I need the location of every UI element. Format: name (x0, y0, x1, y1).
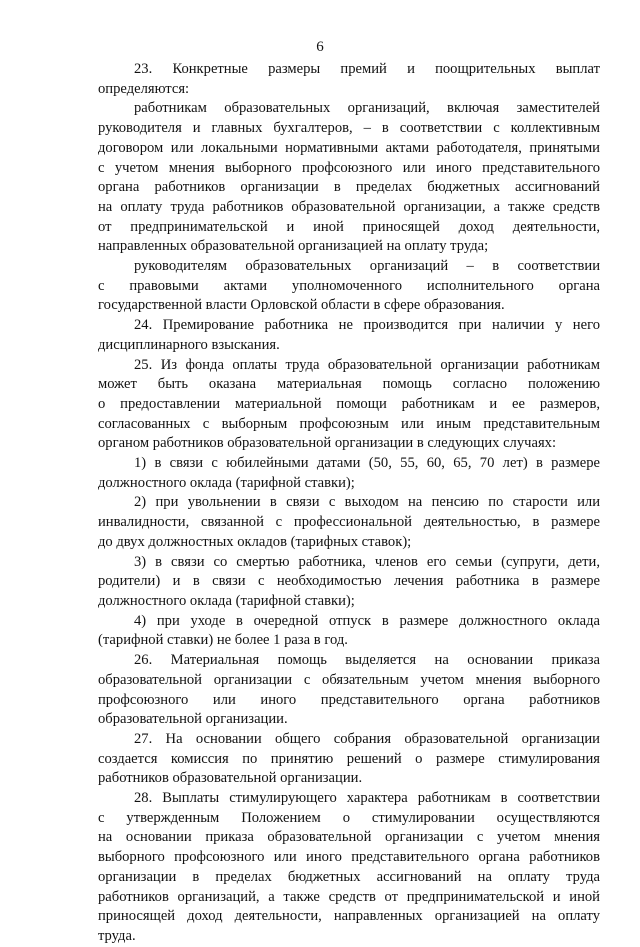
page-number: 6 (316, 39, 324, 55)
text-line: 3) в связи со смертью работника, членов его семьи (супруги, дети, (134, 553, 600, 570)
text-line: о предоставлении материальной помощи работникам и ее размеров, (98, 395, 600, 412)
text-line: родители) и в связи с необходимостью лечения работника в размере (98, 573, 600, 590)
text-line: выборного профсоюзного или иного представительного органа работников (98, 849, 600, 866)
text-line: от предпринимательской и иной приносящей доход деятельности, (98, 218, 600, 235)
text-line: 25. Из фонда оплаты труда образовательной организации работникам (134, 356, 600, 373)
text-line: образовательной организации. (98, 711, 288, 728)
text-line: 26. Материальная помощь выделяется на основании приказа (134, 652, 600, 669)
text-line: органа работников организации в пределах бюджетных ассигнований (98, 179, 600, 196)
text-line: 27. На основании общего собрания образовательной организации (134, 730, 600, 747)
text-line: работникам образовательных организаций, включая заместителей (134, 100, 600, 117)
text-line: создается комиссия по принятию решений о размере стимулирования (98, 750, 600, 767)
text-line: (тарифной ставки) не более 1 раза в год. (98, 632, 348, 649)
text-line: может быть оказана материальная помощь согласно положению (98, 376, 600, 393)
text-line: дисциплинарного взыскания. (98, 336, 280, 353)
text-line: руководителя и главных бухгалтеров, – в соответствии с коллективным (98, 120, 600, 137)
text-line: 28. Выплаты стимулирующего характера работникам в соответствии (134, 790, 600, 807)
text-line: профсоюзного или иного представительного органа работников (98, 691, 600, 708)
text-line: организации в пределах бюджетных ассигнований на оплату труда (98, 868, 600, 885)
text-line: с правовыми актами уполномоченного исполнительного органа (98, 277, 600, 294)
text-line: определяются: (98, 80, 190, 97)
text-line: должностного оклада (тарифной ставки); (98, 592, 355, 609)
text-line: на оплату труда работников образовательной организации, а также средств (98, 198, 600, 215)
text-line: инвалидности, связанной с профессиональной деятельностью, в размере (98, 514, 600, 531)
text-line: органом работников образовательной организации в следующих случаях: (98, 435, 557, 452)
text-line: 2) при увольнении в связи с выходом на пенсию по старости или (134, 494, 600, 511)
text-line: с учетом мнения выборного профсоюзного или иного представительного (98, 159, 600, 176)
text-line: договором или локальными нормативными актами работодателя, принятыми (98, 139, 600, 156)
text-line: должностного оклада (тарифной ставки); (98, 474, 355, 491)
text-line: государственной власти Орловской области в сфере образования. (98, 297, 505, 314)
text-line: работников организаций, а также средств от предпринимательской и иной (98, 888, 600, 905)
text-line: 4) при уходе в очередной отпуск в размере должностного оклада (134, 612, 600, 629)
text-line: руководителям образовательных организаций – в соответствии (134, 258, 600, 275)
text-line: 1) в связи с юбилейными датами (50, 55, 60, 65, 70 лет) в размере (134, 455, 600, 472)
text-line: 24. Премирование работника не производится при наличии у него (134, 317, 600, 334)
text-line: работников образовательной организации. (98, 770, 363, 787)
text-line: приносящей доход деятельности, направленных организацией на оплату (98, 908, 600, 925)
text-line: на основании приказа образовательной организации с учетом мнения (98, 829, 600, 846)
text-line: труда. (98, 927, 136, 944)
text-line: направленных образовательной организацией на оплату труда; (98, 238, 489, 255)
text-line: согласованных с выборным профсоюзным или иным представительным (98, 415, 600, 432)
text-line: до двух должностных окладов (тарифных ставок); (98, 533, 412, 550)
text-line: 23. Конкретные размеры премий и поощрительных выплат (134, 61, 600, 77)
text-line: образовательной организации с обязательным учетом мнения выборного (98, 671, 600, 688)
document-body (98, 60, 600, 947)
text-line: с утвержденным Положением о стимулировании осуществляются (98, 809, 600, 826)
